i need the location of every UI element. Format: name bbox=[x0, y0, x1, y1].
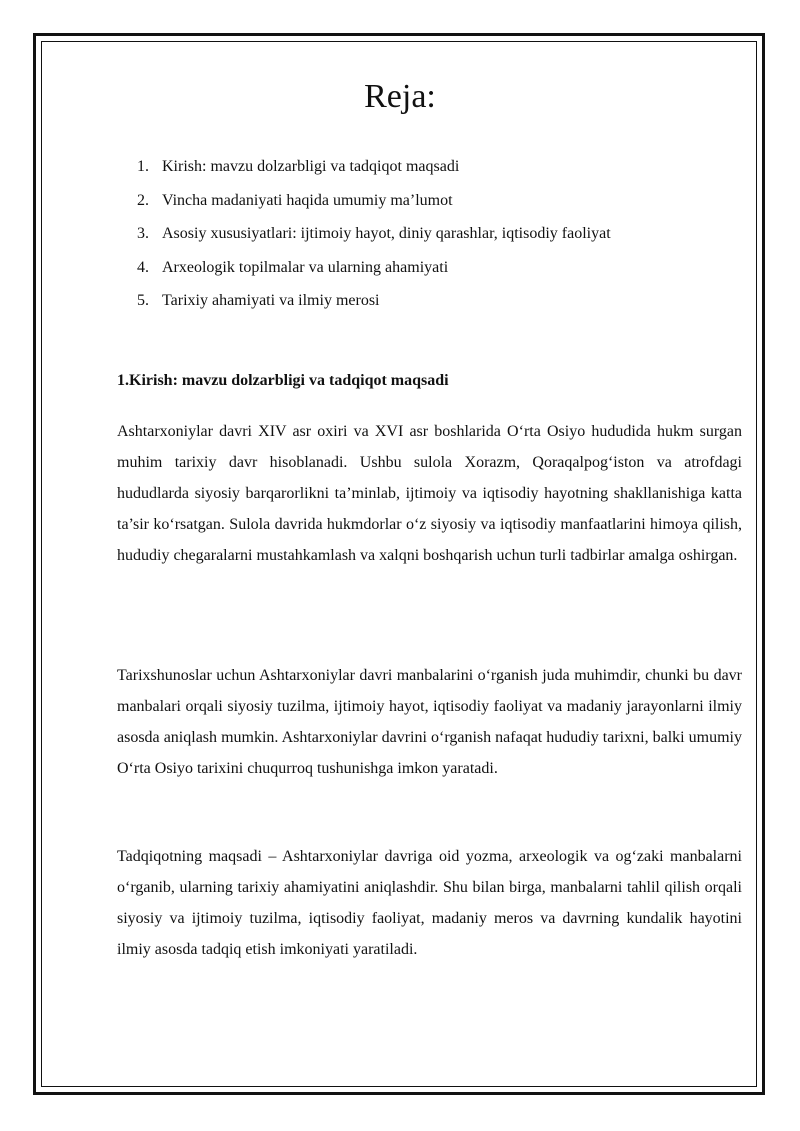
plan-item-text: Asosiy xususiyatlari: ijtimoiy hayot, diniy qarashlar, iqtisodiy faoliyat bbox=[162, 225, 611, 242]
plan-item-number: 2. bbox=[137, 191, 149, 209]
plan-item-number: 3. bbox=[137, 225, 149, 242]
section-heading: 1.Kirish: mavzu dolzarbligi va tadqiqot maqsadi bbox=[117, 372, 449, 389]
plan-item-number: 4. bbox=[137, 258, 149, 276]
body-paragraph: Tadqiqotning maqsadi – Ashtarxoniylar davriga oid yozma, arxeologik va og‘zaki manbalarni o‘rganib, ularning tarixiy ahamiyatini aniqlashdir. Shu bilan birga, manbalarni tahlil qilish orqali siyosiy va ijtimoiy tuzilma, iqtisodiy faoliyat, madaniy meros va davrning kundalik hayotini ilmiy asosda tadqiq etish imkoniyati yaratiladi. bbox=[117, 848, 742, 959]
plan-item-text: Kirish: mavzu dolzarbligi va tadqiqot maqsadi bbox=[162, 158, 460, 175]
plan-item-text: Tarixiy ahamiyati va ilmiy merosi bbox=[162, 292, 380, 309]
plan-item-number: 1. bbox=[137, 158, 149, 175]
plan-item-text: Vincha madaniyati haqida umumiy ma’lumot bbox=[162, 191, 453, 209]
plan-item-text: Arxeologik topilmalar va ularning ahamiyati bbox=[162, 258, 449, 276]
plan-item bbox=[137, 251, 737, 285]
plan-item-number: 5. bbox=[137, 292, 149, 309]
plan-list bbox=[137, 150, 737, 318]
body-paragraph: Tarixshunoslar uchun Ashtarxoniylar davri manbalarini o‘rganish juda muhimdir, chunki bu davr manbalari orqali siyosiy tuzilma, ijtimoiy hayot, iqtisodiy faoliyat va madaniy jarayonlarni ilmiy asosda aniqlash mumkin. Ashtarxoniylar davrini o‘rganish nafaqat hududiy tarixni, balki umumiy O‘rta Osiyo tarixini chuqurroq tushunishga imkon yaratadi. bbox=[117, 667, 742, 778]
body-paragraph: Ashtarxoniylar davri XIV asr oxiri va XVI asr boshlarida O‘rta Osiyo hududida hukm surgan muhim tarixiy davr hisoblanadi. Ushbu sulola Xorazm, Qoraqalpog‘iston va atrofdagi hududlarda siyosiy barqarorlikni ta’minlab, ijtimoiy va iqtisodiy hayotning shakllanishiga katta ta’sir ko‘rsatgan. Sulola davrida hukmdorlar o‘z siyosiy va iqtisodiy manfaatlarini himoya qilish, hududiy chegaralarni mustahkamlash va xalqni boshqarish uchun turli tadbirlar amalga oshirgan. bbox=[117, 423, 742, 565]
plan-item bbox=[137, 184, 737, 218]
plan-item bbox=[137, 284, 737, 318]
page-title: Reja: bbox=[364, 78, 436, 115]
plan-item bbox=[137, 150, 737, 184]
plan-item bbox=[137, 217, 737, 251]
